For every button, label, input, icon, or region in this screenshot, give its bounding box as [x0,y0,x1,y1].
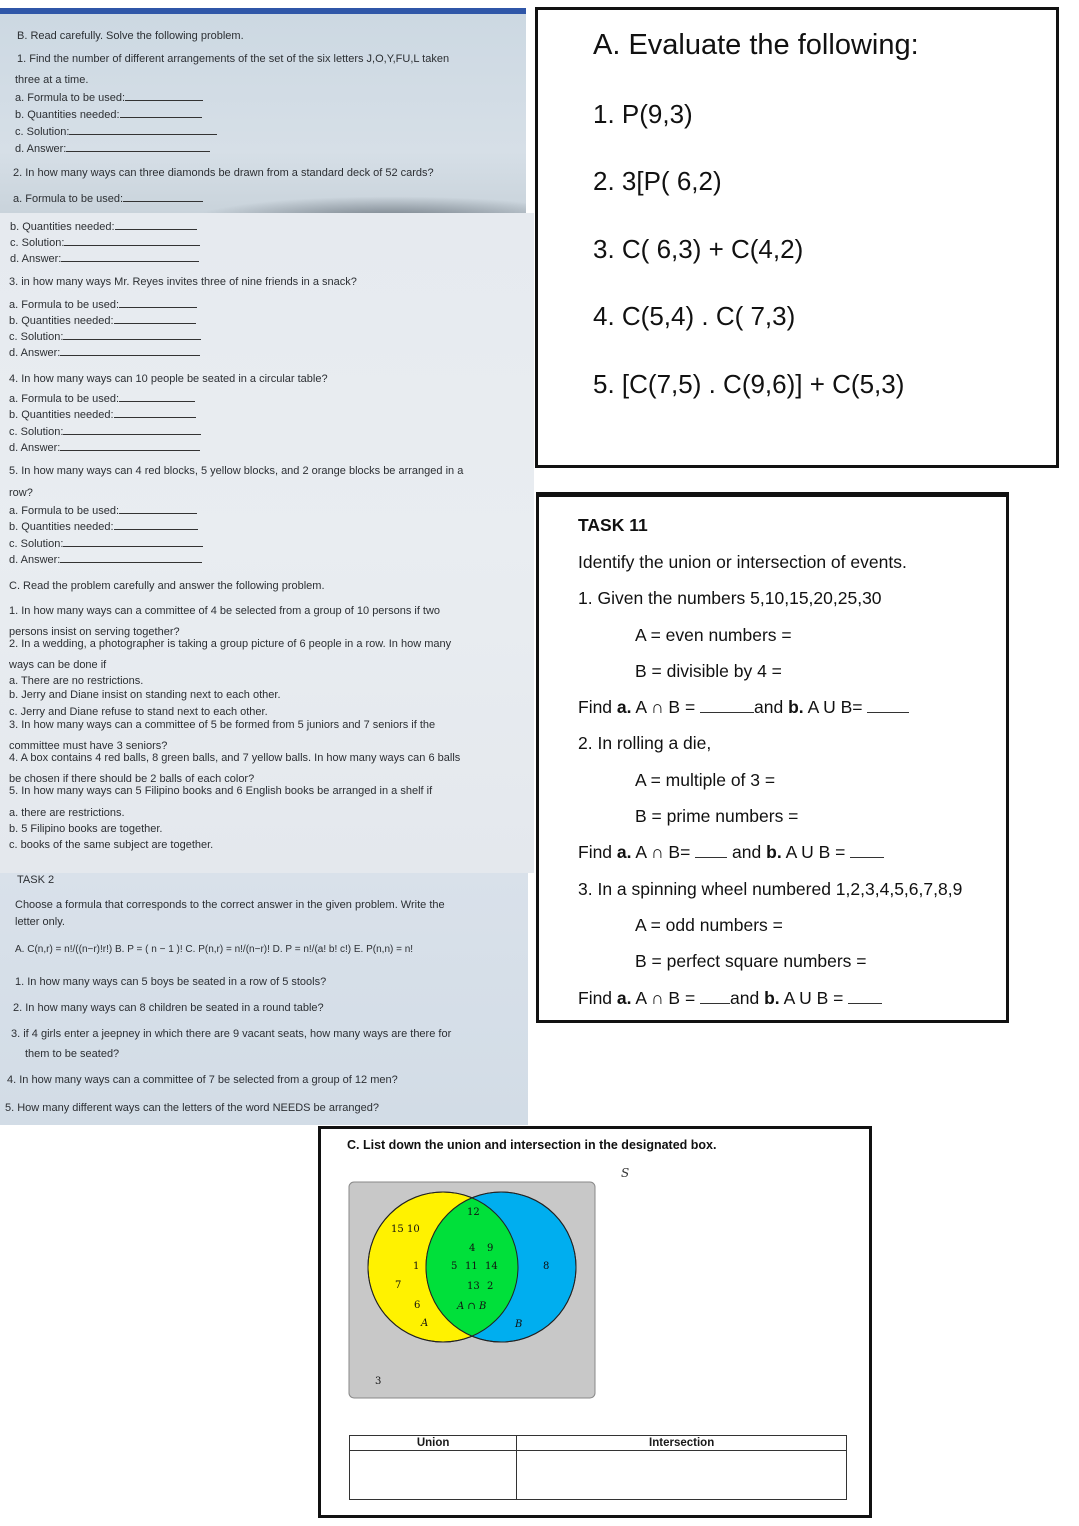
c5-option-c: c. books of the same subject are together. [9,839,214,851]
intersection-answer-cell[interactable] [517,1451,847,1500]
answer-blank [63,424,201,435]
answer-blank [60,552,202,563]
a-only-6: 6 [414,1300,421,1311]
t11-q2-find [578,841,884,863]
task2-instruction-line1: Choose a formula that corresponds to the correct answer in the given problem. Write the [15,899,445,911]
inter-5: 5 [451,1261,458,1272]
outside-3: 3 [375,1376,382,1387]
answer-blank [64,235,200,246]
b3-formula-label: a. Formula to be used: [9,299,120,311]
c5-option-b: b. 5 Filipino books are together. [9,823,163,835]
b5-formula-label: a. Formula to be used: [9,505,120,517]
b2-answer-label: d. Answer: [10,253,62,265]
c2-option-c: c. Jerry and Diane refuse to stand next to each other. [9,706,268,718]
union-label: A U B = [781,842,851,862]
part-b-label: b. [766,842,782,862]
t11-q1-set-b: B = divisible by 4 = [635,661,782,681]
answer-blank [63,536,203,547]
b3-answer-label: d. Answer: [9,347,61,359]
answer-blank [695,843,727,858]
inter-13: 13 [467,1281,480,1292]
and-label: and [754,697,789,717]
c2-line1: 2. In a wedding, a photographer is taking a group picture of 6 people in a row. In how many [9,638,452,650]
universe-label: S [621,1166,630,1180]
union-label: A U B= [803,697,868,717]
c4-line2: be chosen if there should be 2 balls of each color? [9,773,255,785]
b4-answer-label: d. Answer: [9,442,61,454]
part-b-label: b. [788,697,804,717]
task2-q3-line2: them to be seated? [25,1048,120,1060]
answer-blank [850,843,884,858]
a-only-1: 1 [413,1261,420,1272]
b1-solution-label: c. Solution: [15,126,70,138]
and-label: and [727,842,767,862]
inter-11: 11 [465,1261,478,1272]
answer-blank [123,191,203,202]
b2-quantities-label: b. Quantities needed: [10,221,115,233]
b3-quantities-label: b. Quantities needed: [9,315,114,327]
b5-quantities-label: b. Quantities needed: [9,521,114,533]
find-label: Find [578,842,617,862]
answer-blank [848,989,882,1004]
find-label: Find [578,697,617,717]
section-c-heading: C. Read the problem carefully and answer the following problem. [9,580,325,592]
a-only-10: 10 [407,1224,420,1235]
answer-blank [115,219,197,230]
evaluate-item-2: 2. 3[P( 6,2) [593,166,722,196]
b3-solution-label: c. Solution: [9,331,64,343]
t11-q1: 1. Given the numbers 5,10,15,20,25,30 [578,588,882,608]
part-b-label: b. [764,988,780,1008]
evaluate-box [535,7,1059,468]
task2-q5: 5. How many different ways can the letters of the word NEEDS be arranged? [5,1102,379,1114]
task2-q4: 4. In how many ways can a committee of 7 be selected from a group of 12 men? [7,1074,398,1086]
c3-line1: 3. In how many ways can a committee of 5 be formed from 5 juniors and 7 seniors if the [9,719,436,731]
venn-instruction: C. List down the union and intersection in the designated box. [347,1138,717,1152]
inter-4: 4 [469,1243,476,1254]
task2-title: TASK 2 [17,874,55,886]
answer-blank [60,440,200,451]
union-answer-cell[interactable] [350,1451,517,1500]
find-label: Find [578,988,617,1008]
part-a-label: a. [616,842,632,862]
b1-question-line2: three at a time. [15,74,89,86]
venn-box [318,1126,872,1518]
union-column-header: Union [350,1436,517,1451]
blue-top-band [0,8,526,14]
t11-q3-set-a: A = odd numbers = [635,915,783,935]
b3-question: 3. in how many ways Mr. Reyes invites three of nine friends in a snack? [9,276,357,288]
evaluate-item-5: 5. [C(7,5) . C(9,6)] + C(5,3) [593,369,905,399]
b-only-8: 8 [543,1261,550,1272]
task2-q1: 1. In how many ways can 5 boys be seated in a row of 5 stools? [15,976,327,988]
evaluate-title: A. Evaluate the following: [593,29,919,61]
t11-q1-find [578,696,909,718]
c1-line1: 1. In how many ways can a committee of 4 be selected from a group of 10 persons if two [9,605,441,617]
intersection-label: A ∩ B = [631,988,701,1008]
task2-q3-line1: 3. if 4 girls enter a jeepney in which there are 9 vacant seats, how many ways are there for [11,1028,452,1040]
answer-blank [700,698,754,713]
b5-answer-label: d. Answer: [9,554,61,566]
b1-question-line1: 1. Find the number of different arrangements of the set of the six letters J,O,Y,FU,L taken [17,53,450,65]
union-label: A U B = [779,988,849,1008]
t11-q3-find [578,987,882,1009]
t11-q2-set-a: A = multiple of 3 = [635,770,776,790]
b2-solution-label: c. Solution: [10,237,65,249]
answer-blank [119,297,197,308]
answer-blank [114,313,196,324]
a-only-7: 7 [395,1280,402,1291]
b2-question: 2. In how many ways can three diamonds be drawn from a standard deck of 52 cards? [13,167,434,179]
c1-line2: persons insist on serving together? [9,626,180,638]
evaluate-item-1: 1. P(9,3) [593,99,693,129]
task11-title: TASK 11 [578,515,648,535]
c2-line2: ways can be done if [9,659,107,671]
t11-q3: 3. In a spinning wheel numbered 1,2,3,4,5,6,7,8,9 [578,879,963,899]
b4-question: 4. In how many ways can 10 people be seated in a circular table? [9,373,328,385]
union-intersection-table [349,1435,847,1500]
venn-diagram [321,1129,869,1429]
inter-9: 9 [487,1243,494,1254]
answer-blank [63,329,201,340]
b4-solution-label: c. Solution: [9,426,64,438]
b-only-12: 12 [467,1207,480,1218]
answer-blank [114,519,198,530]
answer-blank [119,391,195,402]
answer-blank [61,251,199,262]
b5-solution-label: c. Solution: [9,538,64,550]
t11-q2-set-b: B = prime numbers = [635,806,799,826]
c2-option-b: b. Jerry and Diane insist on standing next to each other. [9,689,281,701]
c4-line1: 4. A box contains 4 red balls, 8 green balls, and 7 yellow balls. In how many ways can 6 balls [9,752,461,764]
intersection-label: A ∩ B= [631,842,696,862]
b4-formula-label: a. Formula to be used: [9,393,120,405]
answer-blank [120,107,202,118]
b5-question-line1: 5. In how many ways can 4 red blocks, 5 yellow blocks, and 2 orange blocks be arranged in a [9,465,464,477]
part-a-label: a. [616,988,632,1008]
set-b-label: B [515,1319,523,1330]
task2-q2: 2. In how many ways can 8 children be seated in a round table? [13,1002,324,1014]
intersection-label: A ∩ B = [631,697,701,717]
b1-quantities-label: b. Quantities needed: [15,109,120,121]
a-only-15: 15 [391,1224,404,1235]
t11-q3-set-b: B = perfect square numbers = [635,951,867,971]
set-a-label: A [421,1318,429,1329]
intersection-column-header: Intersection [517,1436,847,1451]
t11-q1-set-a: A = even numbers = [635,625,792,645]
c5-line1: 5. In how many ways can 5 Filipino books and 6 English books be arranged in a shelf if [9,785,433,797]
task2-instruction-line2: letter only. [15,916,65,928]
evaluate-item-4: 4. C(5,4) . C( 7,3) [593,301,796,331]
task2-formula-choices: A. C(n,r) = n!/((n−r)!r!) B. P = ( n − 1 )! C. P(n,r) = n!/(n−r)! D. P = n!/(a! b! c!) E. P(n,n) = n! [15,944,414,955]
b4-quantities-label: b. Quantities needed: [9,409,114,421]
answer-blank [66,141,210,152]
b1-formula-label: a. Formula to be used: [15,92,126,104]
inter-14: 14 [485,1261,498,1272]
c3-line2: committee must have 3 seniors? [9,740,168,752]
answer-blank [119,503,197,514]
answer-blank [114,407,196,418]
intersection-label: A ∩ B [457,1301,487,1312]
t11-q2: 2. In rolling a die, [578,733,712,753]
task11-box [536,492,1009,1023]
inter-2: 2 [487,1281,494,1292]
b1-answer-label: d. Answer: [15,143,67,155]
b2-formula-label: a. Formula to be used: [13,193,124,205]
c5-option-a: a. there are restrictions. [9,807,125,819]
b5-question-line2: row? [9,487,33,499]
section-b-heading: B. Read carefully. Solve the following problem. [17,30,244,42]
part-a-label: a. [616,697,632,717]
answer-blank [125,90,203,101]
answer-blank [700,989,730,1004]
answer-blank [60,345,200,356]
answer-blank [69,124,217,135]
task11-instruction: Identify the union or intersection of events. [578,552,907,572]
c2-option-a: a. There are no restrictions. [9,675,144,687]
evaluate-item-3: 3. C( 6,3) + C(4,2) [593,234,804,264]
and-label: and [730,988,765,1008]
answer-blank [867,698,909,713]
